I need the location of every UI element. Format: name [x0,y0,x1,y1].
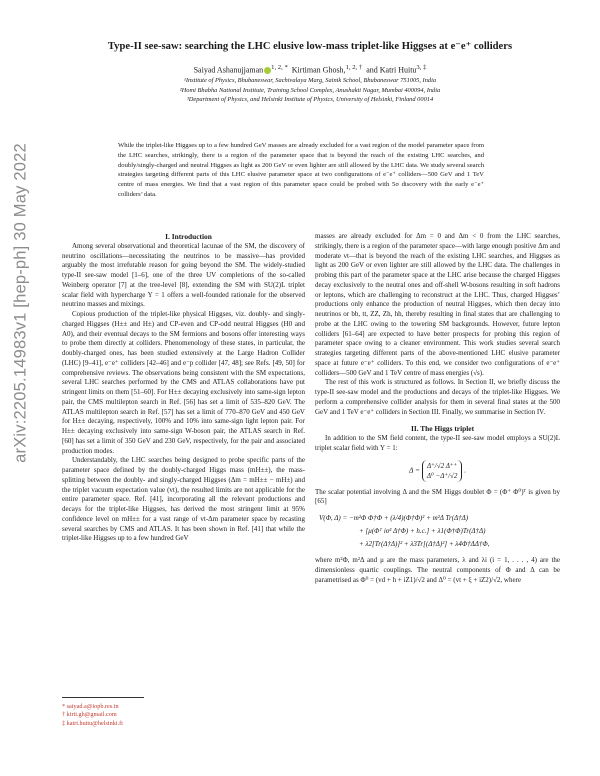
potential-intro-paragraph: The scalar potential involving Δ and the SM Higgs doublet Φ = (Φ⁺ Φ⁰)ᵀ is given by [65] [315,487,560,506]
abstract: While the triplet-like Higgses up to a few hundred GeV masses are already excluded for a vast region of the model parameter space from the LHC searches, strikingly, there is a region of the parameter space that is beyond the reach of the existing LHC searches, and doubly/singly-charged and neutral Higgses as light as 200 GeV or even lighter are still allowed by the LHC data. We study several search strategies targeting different parts of this LHC elusive parameter space at two configurations of e⁻e⁺ colliders—500 GeV and 1 TeV centre of mass energies. We find that a vast region of this parameter space could be probed with 5σ discovery with the early e⁻e⁺ colliders’ data. [118,142,484,198]
potential-line-3: + λ2[Tr(Δ†Δ)]² + λ3Tr[(Δ†Δ)²] + λ4Φ†ΔΔ†Φ, [359,540,490,548]
footnote-email-3[interactable]: ‡ katri.huitu@helsinki.fi [62,719,123,727]
affiliation-2: ²Homi Bhabha National Institute, Training School Complex, Anushakti Nagar, Mumbai 400094, India [179,86,441,94]
intro-paragraph-3: Understandably, the LHC searches being designed to probe specific parts of the parameter space defined by the doubly-charged Higgs mass (mH±±), the mass-splitting between the doubly- and singly-charged Higgses (Δm = mH±± − mH±) and the triplet vacuum expectation value (vt), the resulted limits are not applicable for the entire parameter space. Ref. [41], incorporating all the relevant productions and decays for the triplet-like Higgses, has derived the most stringent limit at 95% confidence level on mH±± for a vast range of vt-Δm parameter space by recasting several searches by CMS and ATLAS. It has been shown in Ref. [41] that while the triplet-like Higgses up to a few hundred GeV [62,456,305,543]
author-3: and Katri Huitu [366,65,417,75]
footnote-email-1[interactable]: * saiyad.a@iopb.res.in [62,703,119,710]
triplet-intro-paragraph: In addition to the SM field content, the type-II see-saw model employs a SU(2)L triplet scalar field with Y = 1: [315,434,560,452]
author-2: Kirtiman Ghosh, [291,65,346,75]
triplet-field-equation: Δ = Δ⁺/√2 Δ⁺⁺ Δ⁰ −Δ⁺/√2 . [408,461,467,480]
arxiv-stamp-text: arXiv:2205.14983v1 [hep-ph] 30 May 2022 [11,143,30,463]
right-paragraph-1: masses are already excluded for Δm = 0 and Δm < 0 from the LHC searches, strikingly, there is a region of the parameter space—with large enough positive Δm and moderate vt—that is beyond the reach of the existing LHC searches, and Higgses as light as 200 GeV or even lighter are still allowed by the LHC data. The challenges in probing this part of the parameter space at the LHC arise because the charged Higgses decay exclusively to the neutral ones and off-shell W-bosons resulting in soft hadrons or leptons, which are challenging to reconstruct at the LHC. Thus, charged Higgses’ productions only enhance the production of neutral Higgses, which then decay into neutrinos or bb, tt, ZZ, Zh, hh, thereby resulting in final states that are challenging to probe at the LHC owing to the towering SM backgrounds. However, future lepton colliders [61–64] are expected to have better prospects for probing this region of parameter space owing to a cleaner environment. This work studies several search strategies targeting different parts of the above-mentioned LHC elusive parameter space at future e⁻e⁺ colliders. To this end, we consider two configurations of e⁻e⁺ colliders—500 GeV and 1 TeV centre of mass energies (√s). [315,232,560,377]
author-3-affil: 3, ‡ [416,64,427,71]
section-heading-introduction: I. Introduction [165,232,212,241]
intro-paragraph-1: Among several observational and theoretical lacunae of the SM, the discovery of neutrino oscillations—necessitating the neutrinos to be massive—has provided arguably the most irrefutable reason for going beyond the SM. The widely-studied type-II see-saw model [1–6], one of the three UV completions of the so-called Weinberg operator [7] at the tree-level [8], extending the SM with SU(2)L triplet scalar field with hypercharge Y = 1 offers a well-founded rationale for the observed neutrino masses and mixings. [62,241,305,309]
delta-lhs: Δ = [408,465,420,475]
triplet-matrix [422,460,462,482]
paper-title: Type-II see-saw: searching the LHC elusive low-mass triplet-like Higgses at e⁻e⁺ colliders [107,41,513,52]
affiliations [50,76,570,105]
parameters-paragraph: where m²Φ, m²Δ and μ are the mass parameters, λ and λi (i = 1, . . . , 4) are the dimensionless quartic couplings. The neutral components of Φ and Δ can be parametrised as Φ⁰ = (vd + h + iZ1)/√2 and Δ⁰ = (vt + ξ + iZ2)/√2, where [315,556,560,584]
matrix-row-1: Δ⁺/√2 Δ⁺⁺ [426,461,458,470]
outline-paragraph: The rest of this work is structured as follows. In Section II, we briefly discuss the type-II see-saw model and the productions and decays of the triplet-like Higgses. We perform a comprehensive collider analysis for them in several final states at the 500 GeV and 1 TeV e⁻e⁺ colliders in Section III. Finally, we summarise in Section IV. [315,378,560,416]
intro-paragraph-2: Copious production of the triplet-like physical Higgses, viz. doubly- and singly-charged Higgses (H±± and H±) and CP-even and CP-odd neutral Higgses (H0 and A0), and their eventual decays to the SM fermions and bosons offer interesting ways to probe them directly at colliders. Phenomenology of these states, in particular, the doubly-charged ones, has been studied extensively at the Large Hadron Collider (LHC) [9–41], e⁻e⁺ colliders [42–46] and e⁻p collider [47, 48]; see Refs. [49, 50] for comprehensive reviews. The observations being consistent with the SM expectations, several LHC searches performed by the CMS and ATLAS collaborations have put stringent limits on them [51–60]. For H±± decaying exclusively into same-sign lepton pair, the CMS multilepton search in Ref. [56] has set a limit of 535–820 GeV. The ATLAS multilepton search in Ref. [57] has set a limit of 770–870 GeV and 450 GeV for H±± decaying, respectively, 100% and 10% into same-sign light lepton pair. For H±± decaying exclusively into same-sign W-boson pair, the ATLAS search in Ref. [60] has set a limit of 350 GeV and 230 GeV, respectively, for the pair and associated production modes. [62,310,305,455]
footnotes [62,703,123,728]
left-column [62,232,305,544]
footnote-email-2[interactable]: † kirti.gh@gmail.com [62,711,117,719]
affiliation-1: ¹Institute of Physics, Bhubaneswar, Sachivalaya Marg, Sainik School, Bhubaneswar 751005, India [183,77,437,84]
potential-line-2: + [μ(Φᵀ iσ² Δ†Φ) + h.c.] + λ1(Φ†Φ)Tr(Δ†Δ) [359,527,486,535]
author-2-affil: 1, 2, † [345,64,363,71]
author-1: Saiyad Ashanujjaman [193,65,264,75]
affiliation-3: ³Department of Physics, and Helsinki Institute of Physics, University of Helsinki, Finland 00014 [186,96,434,104]
right-column [315,232,560,585]
author-list [50,64,570,75]
matrix-row-2: Δ⁰ −Δ⁺/√2 [426,471,458,480]
scalar-potential-equation [315,512,560,551]
section-heading-higgs-triplet: II. The Higgs triplet [410,424,475,434]
author-1-affil: 1, 2, * [271,64,288,71]
footnote-rule [62,697,144,698]
arxiv-identifier-stamp [10,108,32,498]
potential-line-1: V(Φ, Δ) = −m²Φ Φ†Φ + (λ/4)(Φ†Φ)² + m²Δ Tr(Δ†Δ) [319,514,469,522]
